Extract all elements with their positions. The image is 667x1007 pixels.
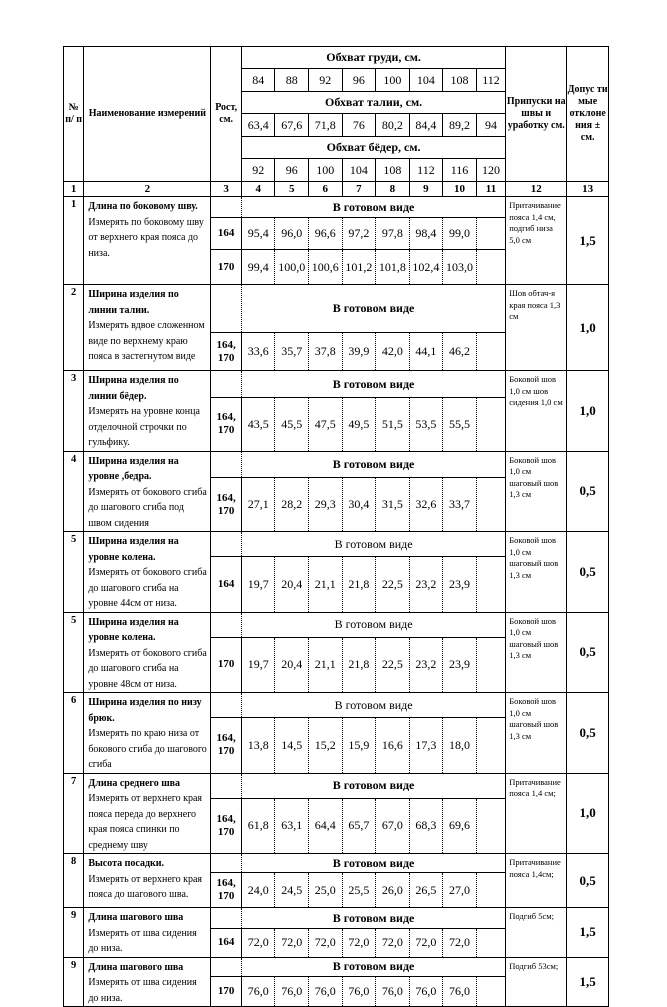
row-number: 6 xyxy=(64,693,84,774)
height-value: 164 xyxy=(211,557,242,612)
measurement-row xyxy=(64,693,609,718)
size-value-cell: 76,0 xyxy=(342,976,376,1006)
hip-size-cell: 104 xyxy=(342,159,376,182)
size-value-cell: 100,0 xyxy=(275,250,309,285)
size-value-cell: 63,1 xyxy=(275,798,309,853)
allowance-note: Притачивание пояса 1,4 см; xyxy=(506,773,567,854)
measurement-row xyxy=(64,773,609,798)
size-value-cell: 15,9 xyxy=(342,718,376,773)
waist-size-cell: 80,2 xyxy=(376,114,410,137)
size-value-cell: 72,0 xyxy=(409,929,443,957)
chest-size-cell: 100 xyxy=(376,69,410,92)
size-value-cell: 51,5 xyxy=(376,398,410,451)
size-value-cell: 37,8 xyxy=(309,333,343,371)
measurement-title: Высота посадки. xyxy=(88,858,165,869)
size-value-cell: 76,0 xyxy=(241,976,275,1006)
size-value-cell: 53,5 xyxy=(409,398,443,451)
finished-state-banner: В готовом виде xyxy=(241,908,505,929)
measurement-row xyxy=(64,957,609,976)
size-value-cell: 72,0 xyxy=(443,929,477,957)
column-number-row xyxy=(64,182,609,197)
header-waist-girth: Обхват талии, см. xyxy=(241,92,505,114)
height-value: 164, 170 xyxy=(211,873,242,908)
waist-size-cell: 71,8 xyxy=(309,114,343,137)
height-blank xyxy=(211,773,242,798)
size-value-cell: 100,6 xyxy=(309,250,343,285)
row-number: 8 xyxy=(64,854,84,908)
column-number: 8 xyxy=(376,182,410,197)
size-value-cell: 25,0 xyxy=(309,873,343,908)
size-value-cell: 21,1 xyxy=(309,557,343,612)
size-value-cell: 49,5 xyxy=(342,398,376,451)
height-value: 164, 170 xyxy=(211,333,242,371)
chest-size-cell: 84 xyxy=(241,69,275,92)
finished-state-banner: В готовом виде xyxy=(241,854,505,873)
measurement-title: Ширина изделия на уровне колена. xyxy=(88,536,179,563)
empty-size-cell xyxy=(476,873,506,908)
tolerance-value: 1,5 xyxy=(567,957,609,1007)
measurement-description: Измерять на уровне конца отделочной строчки по гульфику. xyxy=(88,406,200,448)
empty-size-cell xyxy=(476,637,506,692)
header-measurement-name: Наименование измерений xyxy=(84,47,211,182)
column-number: 10 xyxy=(443,182,477,197)
row-number: 1 xyxy=(64,197,84,285)
waist-size-cell: 84,4 xyxy=(409,114,443,137)
tolerance-value: 0,5 xyxy=(567,451,609,532)
size-value-cell: 72,0 xyxy=(342,929,376,957)
finished-state-banner: В готовом виде xyxy=(241,612,505,637)
column-number: 11 xyxy=(476,182,506,197)
empty-size-cell xyxy=(476,557,506,612)
measurement-row xyxy=(64,612,609,637)
row-number: 5 xyxy=(64,532,84,613)
size-value-cell: 76,0 xyxy=(275,976,309,1006)
measurement-title: Длина по боковому шву. xyxy=(88,201,198,212)
size-value-cell: 33,6 xyxy=(241,333,275,371)
size-value-cell: 98,4 xyxy=(409,218,443,250)
height-value: 164 xyxy=(211,218,242,250)
size-value-cell: 43,5 xyxy=(241,398,275,451)
size-value-cell: 76,0 xyxy=(309,976,343,1006)
measurement-description: Измерять от бокового сгиба до шагового сгиба под швом сидения xyxy=(88,486,207,529)
size-value-cell: 23,9 xyxy=(443,557,477,612)
measurement-name xyxy=(84,371,211,452)
allowance-note: Боковой шов 1,0 см шаговый шов 1,3 см xyxy=(506,532,567,613)
size-value-cell: 99,0 xyxy=(443,218,477,250)
size-value-cell: 96,0 xyxy=(275,218,309,250)
hip-size-cell: 112 xyxy=(409,159,443,182)
measurement-title: Ширина изделия по линии талии. xyxy=(88,289,179,316)
size-value-cell: 24,0 xyxy=(241,873,275,908)
hip-size-cell: 116 xyxy=(443,159,477,182)
size-value-cell: 21,1 xyxy=(309,637,343,692)
allowance-note: Притачивание пояса 1,4см; xyxy=(506,854,567,908)
tolerance-value: 1,5 xyxy=(567,197,609,285)
size-value-cell: 19,7 xyxy=(241,637,275,692)
measurement-description: Измерять по боковому шву от верхнего края пояса до низа. xyxy=(88,216,204,259)
measurement-title: Длина шагового шва xyxy=(88,961,184,973)
size-value-cell: 26,5 xyxy=(409,873,443,908)
size-value-cell: 30,4 xyxy=(342,478,376,532)
empty-size-cell xyxy=(476,398,506,451)
size-value-cell: 23,2 xyxy=(409,637,443,692)
chest-size-cell: 104 xyxy=(409,69,443,92)
tolerance-value: 0,5 xyxy=(567,854,609,908)
size-value-cell: 101,8 xyxy=(376,250,410,285)
height-blank xyxy=(211,908,242,929)
size-value-cell: 44,1 xyxy=(409,333,443,371)
allowance-note: Подгиб 53см; xyxy=(506,957,567,1007)
size-value-cell: 72,0 xyxy=(275,929,309,957)
column-number: 3 xyxy=(211,182,242,197)
size-value-cell: 67,0 xyxy=(376,798,410,853)
height-blank xyxy=(211,957,242,976)
column-number: 7 xyxy=(342,182,376,197)
measurement-description: Измерять от бокового сгиба до шагового сгиба на уровне 44см от низа. xyxy=(88,567,207,609)
tolerance-value: 0,5 xyxy=(567,532,609,613)
size-value-cell: 28,2 xyxy=(275,478,309,532)
empty-size-cell xyxy=(476,976,506,1006)
size-value-cell: 103,0 xyxy=(443,250,477,285)
size-value-cell: 39,9 xyxy=(342,333,376,371)
size-value-cell: 97,2 xyxy=(342,218,376,250)
height-value: 164, 170 xyxy=(211,478,242,532)
finished-state-banner: В готовом виде xyxy=(241,693,505,718)
tolerance-value: 0,5 xyxy=(567,693,609,774)
measurement-row xyxy=(64,532,609,557)
measurement-description: Измерять по краю низа от бокового сгиба до шагового сгиба xyxy=(88,728,207,770)
column-number: 2 xyxy=(84,182,211,197)
size-value-cell: 95,4 xyxy=(241,218,275,250)
size-value-cell: 61,8 xyxy=(241,798,275,853)
chest-size-cell: 88 xyxy=(275,69,309,92)
size-value-cell: 76,0 xyxy=(443,976,477,1006)
measurement-name xyxy=(84,197,211,285)
empty-size-cell xyxy=(476,929,506,957)
measurement-title: Длина шагового шва xyxy=(88,912,184,923)
size-value-cell: 42,0 xyxy=(376,333,410,371)
measurement-title: Ширина изделия по линии бёдер. xyxy=(88,375,179,402)
height-blank xyxy=(211,693,242,718)
measurement-name xyxy=(84,532,211,613)
size-value-cell: 14,5 xyxy=(275,718,309,773)
allowance-note: Боковой шов 1,0 см шаговый шов 1,3 см xyxy=(506,612,567,693)
measurement-row xyxy=(64,285,609,333)
row-number: 5 xyxy=(64,612,84,693)
height-blank xyxy=(211,197,242,218)
size-value-cell: 27,1 xyxy=(241,478,275,532)
allowance-note: Притачивание пояса 1,4 см, подгиб низа 5,0 см xyxy=(506,197,567,285)
size-value-cell: 22,5 xyxy=(376,557,410,612)
height-blank xyxy=(211,854,242,873)
height-blank xyxy=(211,285,242,333)
measurement-description: Измерять от шва сидения до низа. xyxy=(88,977,197,1004)
row-number: 3 xyxy=(64,371,84,452)
waist-size-cell: 89,2 xyxy=(443,114,477,137)
allowance-note: Боковой шов 1,0 см шаговый шов 1,3 см xyxy=(506,451,567,532)
measurement-name xyxy=(84,451,211,532)
size-value-cell: 55,5 xyxy=(443,398,477,451)
header-hip-girth: Обхват бёдер, см. xyxy=(241,137,505,159)
height-value: 170 xyxy=(211,976,242,1006)
size-value-cell: 22,5 xyxy=(376,637,410,692)
hip-size-cell: 120 xyxy=(476,159,506,182)
header-allowances: Припуски на швы и уработку см. xyxy=(506,47,567,182)
measurement-name xyxy=(84,854,211,908)
hip-size-cell: 108 xyxy=(376,159,410,182)
size-value-cell: 99,4 xyxy=(241,250,275,285)
allowance-note: Боковой шов 1,0 см шов сидения 1,0 см xyxy=(506,371,567,452)
finished-state-banner: В готовом виде xyxy=(241,285,505,333)
size-value-cell: 72,0 xyxy=(241,929,275,957)
hip-size-cell: 96 xyxy=(275,159,309,182)
measurement-name xyxy=(84,285,211,371)
height-value: 164, 170 xyxy=(211,798,242,853)
row-number: 7 xyxy=(64,773,84,854)
empty-size-cell xyxy=(476,333,506,371)
finished-state-banner: В готовом виде xyxy=(241,957,505,976)
size-value-cell: 47,5 xyxy=(309,398,343,451)
size-value-cell: 33,7 xyxy=(443,478,477,532)
size-value-cell: 21,8 xyxy=(342,637,376,692)
size-value-cell: 17,3 xyxy=(409,718,443,773)
measurement-row xyxy=(64,451,609,478)
size-value-cell: 16,6 xyxy=(376,718,410,773)
size-value-cell: 32,6 xyxy=(409,478,443,532)
measurement-title: Ширина изделия на уровне колена. xyxy=(88,616,179,643)
tolerance-value: 1,0 xyxy=(567,773,609,854)
measurement-name xyxy=(84,693,211,774)
size-value-cell: 25,5 xyxy=(342,873,376,908)
height-blank xyxy=(211,532,242,557)
finished-state-banner: В готовом виде xyxy=(241,197,505,218)
size-value-cell: 18,0 xyxy=(443,718,477,773)
measurement-row xyxy=(64,197,609,218)
measurement-description: Измерять от бокового сгиба до шагового сгиба на уровне 48см от низа. xyxy=(88,647,207,690)
size-value-cell: 23,9 xyxy=(443,637,477,692)
size-value-cell: 19,7 xyxy=(241,557,275,612)
size-value-cell: 35,7 xyxy=(275,333,309,371)
header-number: № п/ п xyxy=(64,47,84,182)
chest-size-cell: 112 xyxy=(476,69,506,92)
size-value-cell: 102,4 xyxy=(409,250,443,285)
size-value-cell: 68,3 xyxy=(409,798,443,853)
empty-size-cell xyxy=(476,798,506,853)
empty-size-cell xyxy=(476,218,506,250)
allowance-note: Боковой шов 1,0 см шаговый шов 1,3 см xyxy=(506,693,567,774)
measurement-name xyxy=(84,773,211,854)
allowance-note: Подгиб 5см; xyxy=(506,908,567,958)
measurement-name xyxy=(84,908,211,958)
waist-size-cell: 94 xyxy=(476,114,506,137)
measurement-spec-table xyxy=(63,46,609,1007)
measurement-name xyxy=(84,957,211,1007)
measurement-title: Длина среднего шва xyxy=(88,777,181,789)
size-value-cell: 21,8 xyxy=(342,557,376,612)
hip-size-cell: 100 xyxy=(309,159,343,182)
row-number: 9 xyxy=(64,908,84,958)
column-number: 12 xyxy=(506,182,567,197)
height-value: 164 xyxy=(211,929,242,957)
size-value-cell: 76,0 xyxy=(409,976,443,1006)
size-value-cell: 23,2 xyxy=(409,557,443,612)
size-value-cell: 72,0 xyxy=(376,929,410,957)
size-value-cell: 20,4 xyxy=(275,557,309,612)
waist-size-cell: 67,6 xyxy=(275,114,309,137)
header-tolerance: Допус ти мые отклоне ния ± см. xyxy=(567,47,609,182)
size-value-cell: 26,0 xyxy=(376,873,410,908)
row-number: 2 xyxy=(64,285,84,371)
column-number: 4 xyxy=(241,182,275,197)
tolerance-value: 1,0 xyxy=(567,371,609,452)
size-value-cell: 72,0 xyxy=(309,929,343,957)
row-number: 4 xyxy=(64,451,84,532)
size-value-cell: 101,2 xyxy=(342,250,376,285)
height-value: 170 xyxy=(211,250,242,285)
column-number: 9 xyxy=(409,182,443,197)
measurement-description: Измерять от шва сидения до низа. xyxy=(88,927,197,954)
measurement-title: Ширина изделия по низу брюк. xyxy=(88,697,202,724)
size-value-cell: 24,5 xyxy=(275,873,309,908)
column-number: 1 xyxy=(64,182,84,197)
finished-state-banner: В готовом виде xyxy=(241,532,505,557)
finished-state-banner: В готовом виде xyxy=(241,371,505,398)
size-value-cell: 45,5 xyxy=(275,398,309,451)
chest-size-cell: 96 xyxy=(342,69,376,92)
size-value-cell: 13,8 xyxy=(241,718,275,773)
measurement-row xyxy=(64,371,609,398)
empty-size-cell xyxy=(476,478,506,532)
size-value-cell: 31,5 xyxy=(376,478,410,532)
size-value-cell: 76,0 xyxy=(376,976,410,1006)
size-value-cell: 96,6 xyxy=(309,218,343,250)
measurement-row xyxy=(64,854,609,873)
column-number: 5 xyxy=(275,182,309,197)
tolerance-value: 0,5 xyxy=(567,612,609,693)
size-value-cell: 64,4 xyxy=(309,798,343,853)
column-number: 13 xyxy=(567,182,609,197)
measurement-name xyxy=(84,612,211,693)
hip-size-cell: 92 xyxy=(241,159,275,182)
measurement-title: Ширина изделия на уровне ,бедра. xyxy=(88,455,179,482)
measurement-description: Измерять вдвое сложенном виде по верхнему краю пояса в застегнутом виде xyxy=(88,320,205,362)
header-height: Рост, см. xyxy=(211,47,242,182)
size-value-cell: 29,3 xyxy=(309,478,343,532)
height-blank xyxy=(211,451,242,478)
size-value-cell: 65,7 xyxy=(342,798,376,853)
finished-state-banner: В готовом виде xyxy=(241,451,505,478)
measurement-description: Измерять от верхнего края пояса до шагового шва. xyxy=(88,873,203,900)
chest-size-cell: 108 xyxy=(443,69,477,92)
tolerance-value: 1,5 xyxy=(567,908,609,958)
header-chest-girth: Обхват груди, см. xyxy=(241,47,505,69)
empty-size-cell xyxy=(476,250,506,285)
size-value-cell: 15,2 xyxy=(309,718,343,773)
allowance-note: Шов обтач-я края пояса 1,3 см xyxy=(506,285,567,371)
size-value-cell: 69,6 xyxy=(443,798,477,853)
waist-size-cell: 76 xyxy=(342,114,376,137)
height-value: 170 xyxy=(211,637,242,692)
size-value-cell: 97,8 xyxy=(376,218,410,250)
height-value: 164, 170 xyxy=(211,718,242,773)
finished-state-banner: В готовом виде xyxy=(241,773,505,798)
size-value-cell: 20,4 xyxy=(275,637,309,692)
size-value-cell: 27,0 xyxy=(443,873,477,908)
height-blank xyxy=(211,371,242,398)
height-blank xyxy=(211,612,242,637)
tolerance-value: 1,0 xyxy=(567,285,609,371)
empty-size-cell xyxy=(476,718,506,773)
size-value-cell: 46,2 xyxy=(443,333,477,371)
column-number: 6 xyxy=(309,182,343,197)
measurement-row xyxy=(64,908,609,929)
height-value: 164, 170 xyxy=(211,398,242,451)
row-number: 9 xyxy=(64,957,84,1007)
measurement-description: Измерять от верхнего края пояса переда до верхнего края пояса спинки по среднему шву xyxy=(88,793,203,851)
chest-size-cell: 92 xyxy=(309,69,343,92)
waist-size-cell: 63,4 xyxy=(241,114,275,137)
